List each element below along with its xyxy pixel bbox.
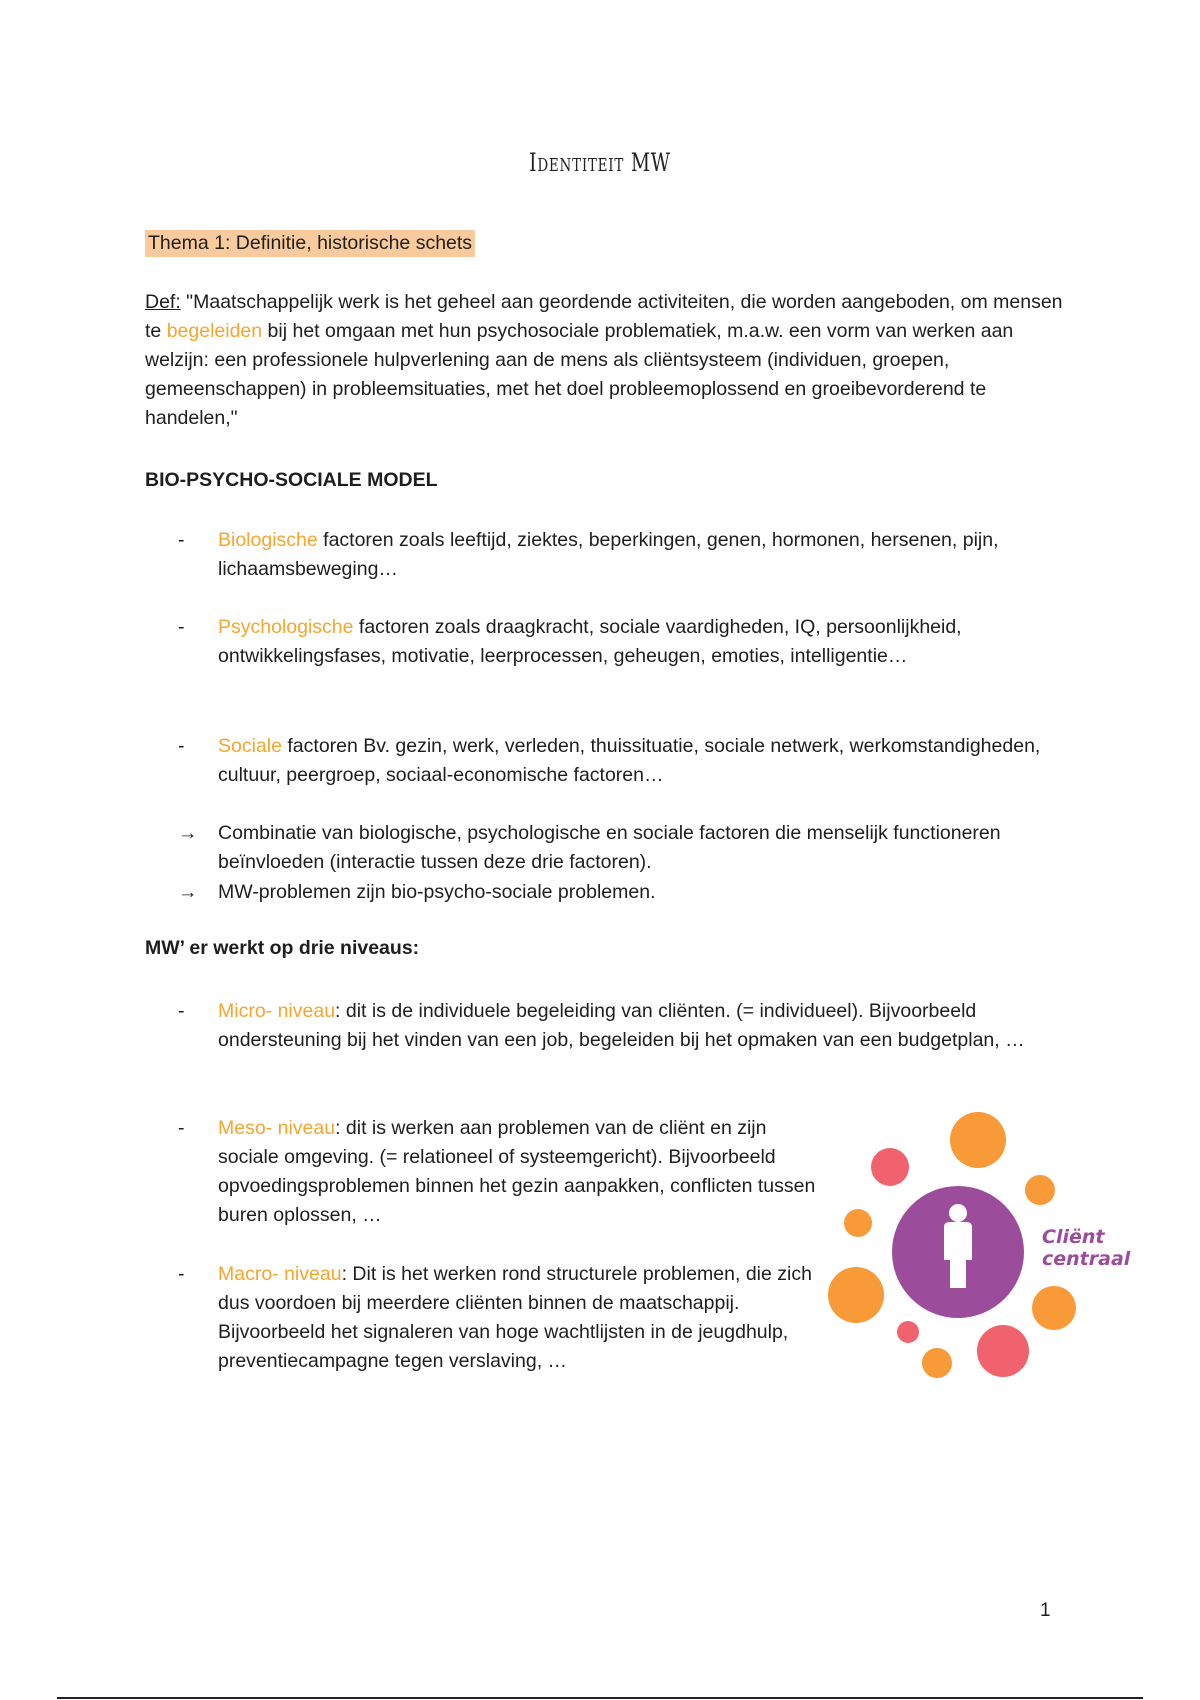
level-item-text: : Dit is het werken rond structurele problemen, die zich dus voordoen bij meerdere cliënten binnen de maatschappij. Bijvoorbeeld het signaleren van hoge wachtlijsten in de jeugdhulp, preventiecampagne tegen verslaving, … xyxy=(218,1263,812,1372)
logo-dot xyxy=(828,1267,884,1323)
level-item-highlight: Meso- niveau xyxy=(218,1117,336,1139)
logo-text-line1: Cliënt xyxy=(1042,1226,1105,1248)
definition-highlight: begeleiden xyxy=(166,320,263,342)
model-item-text: factoren zoals draagkracht, sociale vaardigheden, IQ, persoonlijkheid, ontwikkelingsfases, motivatie, leerprocessen, geheugen, emoties, intelligentie… xyxy=(218,616,962,667)
logo-dot xyxy=(871,1148,909,1186)
logo-dot xyxy=(977,1325,1029,1377)
logo-dot xyxy=(1032,1286,1076,1330)
bullet-marker: - xyxy=(178,1263,185,1285)
definition-text-before: "Maatschappelijk werk is het geheel aan geordende activiteiten, die worden aangeboden, om mensen te xyxy=(145,291,1063,342)
level-item-highlight: Micro- niveau xyxy=(218,1000,336,1022)
level-item-text: : dit is werken aan problemen van de cliënt en zijn sociale omgeving. (= relationeel of systeemgericht). Bijvoorbeeld opvoedingsproblemen binnen het gezin aanpakken, conflicten tussen buren oplossen, … xyxy=(218,1117,816,1226)
conclusion-text: Combinatie van biologische, psychologische en sociale factoren die menselijk functioneren beïnvloeden (interactie tussen deze drie factoren). xyxy=(218,822,1001,873)
bullet-marker: - xyxy=(178,735,185,757)
model-item-highlight: Psychologische xyxy=(218,616,354,638)
logo-dot xyxy=(897,1321,919,1343)
bullet-marker: - xyxy=(178,616,185,638)
logo-dot xyxy=(922,1348,952,1378)
logo-dot xyxy=(1025,1175,1055,1205)
arrow-marker: → xyxy=(178,822,198,844)
definition-text-after: bij het omgaan met hun psychosociale problematiek, m.a.w. een vorm van werken aan welzijn: een professionele hulpverlening aan de mens als cliëntsysteem (individuen, groepen, gemeenschappen) in probleemsituaties, met het doel probleemoplossend en groeibevorderend te handelen," xyxy=(145,320,1014,429)
arrow-marker: → xyxy=(178,881,198,903)
definition-label: Def: xyxy=(145,291,181,313)
level-item-highlight: Macro- niveau xyxy=(218,1263,342,1285)
bullet-marker: - xyxy=(178,1000,185,1022)
definition-paragraph xyxy=(145,288,1075,433)
client-centraal-logo xyxy=(820,1105,1140,1395)
logo-dot xyxy=(950,1112,1006,1168)
footer-divider xyxy=(57,1697,1143,1699)
conclusion-text: MW-problemen zijn bio-psycho-sociale problemen. xyxy=(218,881,656,903)
logo-text-line2: centraal xyxy=(1042,1248,1131,1270)
theme-heading: Thema 1: Definitie, historische schets xyxy=(145,230,475,257)
levels-heading: MW’ er werkt op drie niveaus: xyxy=(145,937,420,959)
logo-dot xyxy=(844,1209,872,1237)
page-title: Identiteit MW xyxy=(529,148,671,177)
bullet-marker: - xyxy=(178,1117,185,1139)
model-item-text: factoren zoals leeftijd, ziektes, beperkingen, genen, hormonen, hersenen, pijn, lichaamsbeweging… xyxy=(218,529,999,580)
page-number: 1 xyxy=(1040,1600,1051,1621)
model-heading: BIO-PSYCHO-SOCIALE MODEL xyxy=(145,469,438,491)
level-item-text: : dit is de individuele begeleiding van cliënten. (= individueel). Bijvoorbeeld ondersteuning bij het vinden van een job, begeleiden bij het opmaken van een budgetplan, … xyxy=(218,1000,1025,1051)
model-item-text: factoren Bv. gezin, werk, verleden, thuissituatie, sociale netwerk, werkomstandigheden, cultuur, peergroep, sociaal-economische factoren… xyxy=(218,735,1041,786)
model-item-highlight: Sociale xyxy=(218,735,282,757)
model-item-highlight: Biologische xyxy=(218,529,318,551)
bullet-marker: - xyxy=(178,529,185,551)
